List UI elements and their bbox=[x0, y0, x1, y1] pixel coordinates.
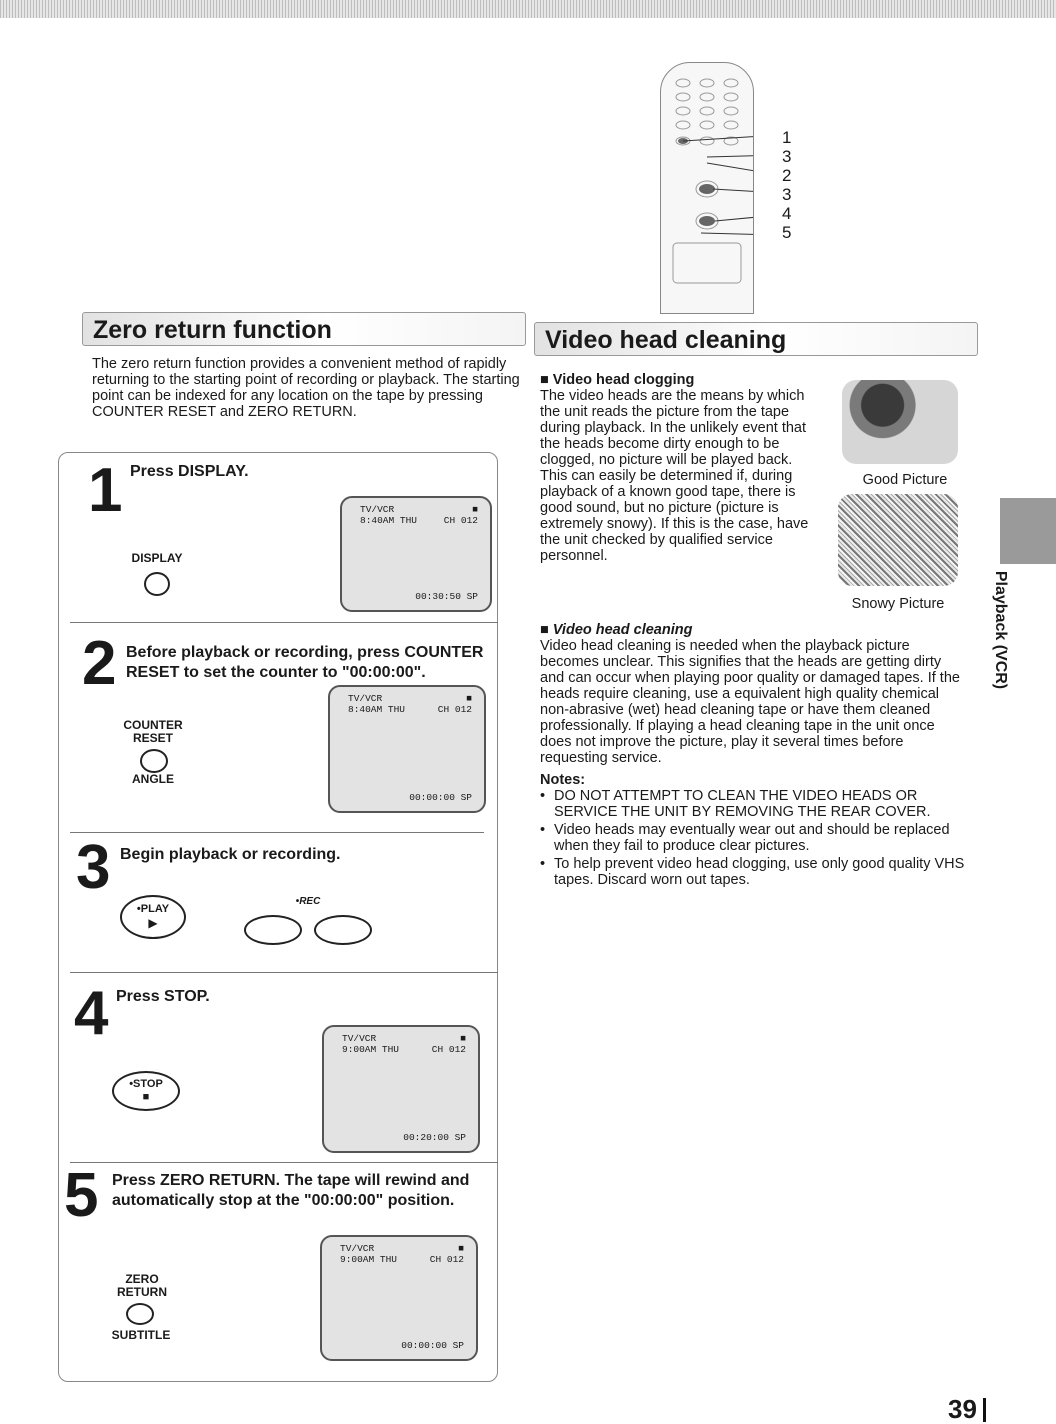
step-instruction: Press DISPLAY. bbox=[130, 463, 249, 480]
callout-1: 1 bbox=[782, 128, 792, 147]
step-instruction: Begin playback or recording. bbox=[120, 846, 341, 863]
clogging-heading-row: ■ Video head clogging bbox=[540, 372, 695, 388]
play-icon: ▶ bbox=[148, 916, 158, 930]
screen-counter: 00:00:00 SP bbox=[401, 1340, 464, 1351]
screen-time: 9:00AM THU bbox=[342, 1044, 400, 1055]
screen-mode: TV/VCR bbox=[340, 1243, 375, 1254]
step-2 bbox=[70, 622, 498, 829]
step-1 bbox=[70, 458, 498, 622]
stop-label: STOP bbox=[133, 1078, 163, 1090]
tv-screen: TV/VCR 8:40AM THU ■ CH 012 00:00:00 SP bbox=[328, 685, 486, 813]
callout-5: 5 bbox=[782, 223, 792, 242]
video-head-cleaning-title: Video head cleaning bbox=[534, 322, 978, 356]
remote-control-illustration bbox=[660, 62, 754, 314]
screen-counter: 00:00:00 SP bbox=[409, 792, 472, 803]
snowy-picture-caption: Snowy Picture bbox=[851, 596, 945, 612]
zero-return-title: Zero return function bbox=[82, 312, 526, 346]
notes-heading: Notes: bbox=[540, 772, 586, 788]
clogging-section bbox=[540, 372, 812, 564]
side-tab-label: Playback (VCR) bbox=[992, 570, 1009, 690]
display-button-label: DISPLAY bbox=[131, 551, 183, 565]
display-button[interactable] bbox=[144, 572, 170, 596]
step-instruction: Press ZERO RETURN. The tape will rewind and automatically stop at the "00:00:00" position. bbox=[112, 1172, 470, 1209]
counter-reset-button[interactable] bbox=[140, 749, 168, 773]
rec-bracket: •REC bbox=[295, 896, 321, 907]
step-number: 4 bbox=[74, 979, 109, 1048]
screen-counter: 00:20:00 SP bbox=[403, 1132, 466, 1143]
screen-time: 9:00AM THU bbox=[340, 1254, 398, 1265]
header-decorative-bar bbox=[0, 0, 1056, 18]
tv-screen: TV/VCR 8:40AM THU ■ CH 012 00:30:50 SP bbox=[340, 496, 492, 612]
snowy-picture-image bbox=[838, 494, 958, 586]
cleaning-text: Video head cleaning is needed when the playback picture becomes unclear. This signifies that the heads are getting dirty and can occur when playing poor quality or damaged tapes. If the heads require cleaning, use a equivalent high quality chemical non-abrasive (wet) head cleaning tape or have them cleaned professionally. If playing a head cleaning tape in the unit once does not improve the picture, play it several times before requesting service. bbox=[540, 638, 960, 766]
rec-button-1[interactable] bbox=[244, 915, 302, 945]
screen-mode: TV/VCR bbox=[342, 1033, 377, 1044]
callout-3a: 3 bbox=[782, 147, 792, 166]
remote-callout-numbers bbox=[782, 128, 791, 242]
step-instruction: Before playback or recording, press COUNTER RESET to set the counter to "00:00:00". bbox=[126, 644, 484, 681]
note-item: • Video heads may eventually wear out and should be replaced when they fail to produce clear pictures. bbox=[554, 822, 968, 854]
stop-icon: ■ bbox=[142, 1091, 150, 1103]
cleaning-section bbox=[540, 622, 968, 890]
clogging-text: The video heads are the means by which the unit reads the picture from the tape during playback. In the unlikely event that the heads become dirty enough to be clogged, no picture will be played back. This can easily be determined if, during playback of a known good tape, there is good sound, but no picture (picture is extremely snowy). If this is the case, have the unit checked by qualified service personnel. bbox=[540, 388, 809, 564]
zero-return-intro: The zero return function provides a convenient method of rapidly returning to the starting point of recording or playback. The starting point can be indexed for any location on the tape by pressing COUNTER RESET and ZERO RETURN. bbox=[92, 356, 520, 420]
step-number: 2 bbox=[82, 629, 117, 698]
step-3 bbox=[70, 832, 484, 973]
rec-button-2[interactable] bbox=[314, 915, 372, 945]
note-item: • To help prevent video head clogging, use only good quality VHS tapes. Discard worn out tapes. bbox=[554, 856, 968, 888]
play-label: PLAY bbox=[140, 903, 170, 915]
step-number: 3 bbox=[76, 833, 111, 902]
tv-screen: TV/VCR 9:00AM THU ■ CH 012 00:20:00 SP bbox=[322, 1025, 480, 1153]
callout-2: 2 bbox=[782, 166, 792, 185]
screen-channel: CH 012 bbox=[443, 515, 478, 526]
tv-screen: TV/VCR 9:00AM THU ■ CH 012 00:00:00 SP bbox=[320, 1235, 478, 1361]
cleaning-heading: Video head cleaning bbox=[552, 622, 693, 638]
cleaning-heading-row: ■ Video head cleaning bbox=[540, 622, 693, 638]
screen-time: 8:40AM THU bbox=[360, 515, 418, 526]
stop-button[interactable]: •STOP ■ bbox=[112, 1071, 180, 1111]
counter-reset-label: COUNTER RESET bbox=[123, 718, 183, 745]
notes-list bbox=[540, 788, 968, 888]
side-tab-block bbox=[1000, 498, 1056, 564]
good-picture-caption: Good Picture bbox=[862, 472, 948, 488]
step-5 bbox=[64, 1161, 498, 1375]
good-picture-image bbox=[842, 380, 958, 464]
clogging-heading: Video head clogging bbox=[552, 372, 695, 388]
play-button[interactable]: •PLAY ▶ bbox=[120, 895, 186, 939]
screen-counter: 00:30:50 SP bbox=[415, 591, 478, 602]
step-instruction: Press STOP. bbox=[116, 988, 210, 1005]
screen-mode: TV/VCR bbox=[348, 693, 383, 704]
remote-buttons-icon bbox=[661, 63, 753, 313]
step-number: 5 bbox=[64, 1161, 99, 1230]
callout-3b: 3 bbox=[782, 185, 792, 204]
zero-return-button[interactable] bbox=[126, 1303, 154, 1325]
screen-mode: TV/VCR bbox=[360, 504, 395, 515]
note-item: • DO NOT ATTEMPT TO CLEAN THE VIDEO HEADS OR SERVICE THE UNIT BY REMOVING THE REAR COVER. bbox=[554, 788, 968, 820]
rec-label: REC bbox=[299, 896, 321, 907]
subtitle-label: SUBTITLE bbox=[111, 1328, 171, 1342]
page-number bbox=[948, 1396, 986, 1422]
screen-time: 8:40AM THU bbox=[348, 704, 406, 715]
page-number-value: 39 bbox=[948, 1394, 977, 1424]
step-4 bbox=[70, 972, 498, 1163]
step-number: 1 bbox=[88, 456, 123, 525]
zero-return-label: ZERO RETURN bbox=[117, 1272, 167, 1299]
screen-channel: CH 012 bbox=[429, 1254, 464, 1265]
screen-channel: CH 012 bbox=[431, 1044, 466, 1055]
callout-4: 4 bbox=[782, 204, 792, 223]
screen-channel: CH 012 bbox=[437, 704, 472, 715]
angle-label: ANGLE bbox=[132, 772, 174, 786]
